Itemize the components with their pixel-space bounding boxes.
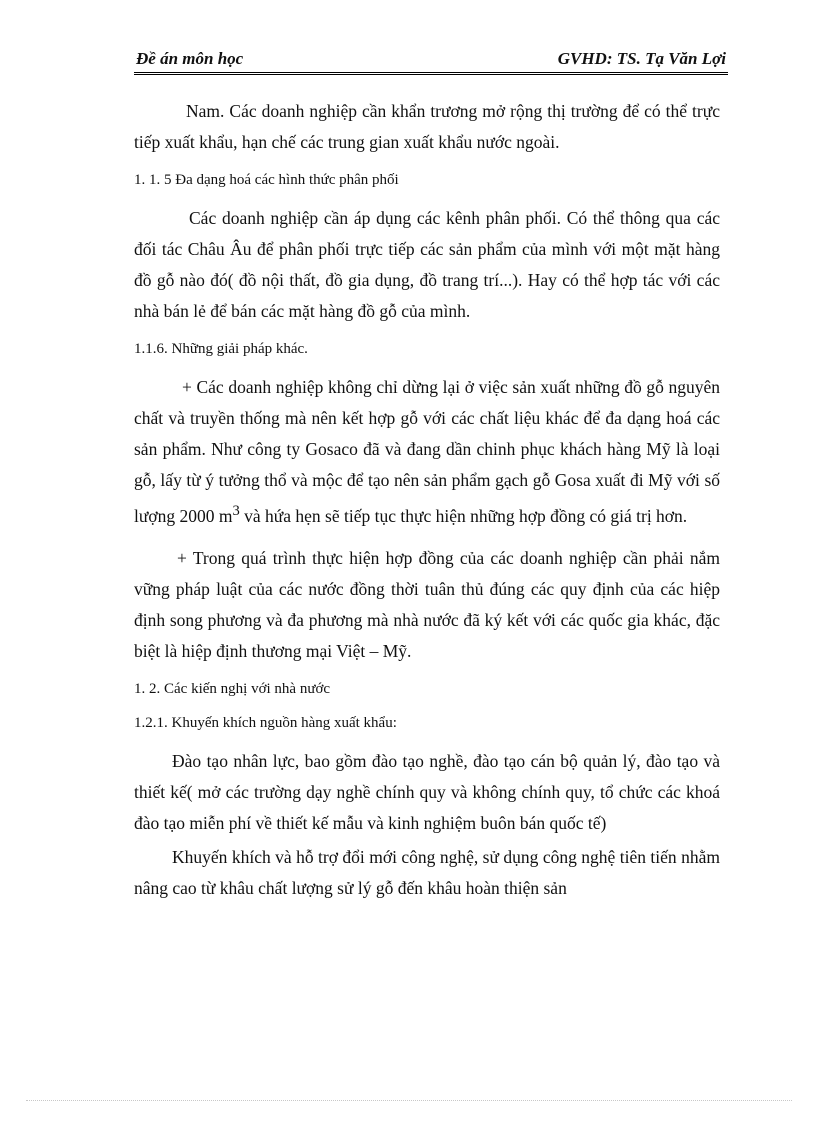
section-heading-1-1-5: 1. 1. 5 Đa dạng hoá các hình thức phân phối (134, 172, 399, 188)
paragraph-training: Đào tạo nhân lực, bao gồm đào tạo nghề, đào tạo cán bộ quản lý, đào tạo và thiết kế( mở các trường dạy nghề chính quy và không chính quy, tổ chức các khoá đào tạo miễn phí về thiết kế mẫu và kinh nghiệm buôn bán quốc tế) (134, 750, 720, 833)
paragraph-other-solutions-2: + Trong quá trình thực hiện hợp đồng của các doanh nghiệp cần phải nắm vững pháp luật của các nước đồng thời tuân thủ đúng các quy định của các hiệp định song phương và đa phương mà nhà nước đã ký kết với các quốc gia khác, đặc biệt là hiệp định thương mại Việt – Mỹ. (134, 547, 720, 661)
paragraph-intro: Nam. Các doanh nghiệp cần khẩn trương mở rộng thị trường để có thể trực tiếp xuất khẩu, hạn chế các trung gian xuất khẩu nước ngoài. (134, 101, 720, 152)
paragraph-text: và hứa hẹn sẽ tiếp tục thực hiện những hợp đồng có giá trị hơn. (239, 505, 688, 526)
header-course-title: Đề án môn học (136, 49, 244, 68)
header-supervisor: GVHD: TS. Tạ Văn Lợi (557, 49, 726, 68)
page-bottom-divider (26, 1100, 792, 1101)
section-heading-1-2: 1. 2. Các kiến nghị với nhà nước (134, 680, 331, 697)
document-body (134, 96, 720, 907)
paragraph-technology: Khuyến khích và hỗ trợ đổi mới công nghệ, sử dụng công nghệ tiên tiến nhằm nâng cao từ khâu chất lượng sử lý gỗ đến khâu hoàn thiện sản (134, 846, 720, 898)
paragraph-distribution: Các doanh nghiệp cần áp dụng các kênh phân phối. Có thể thông qua các đối tác Châu Âu để phân phối trực tiếp các sản phẩm của mình với một mặt hàng đồ gỗ nào đó( đồ nội thất, đồ gia dụng, đồ trang trí...). Hay có thể hợp tác với các nhà bán lẻ để bán các mặt hàng đồ gỗ của mình. (134, 208, 720, 321)
paragraph-other-solutions-1 (134, 372, 720, 532)
superscript: 3 (232, 503, 240, 519)
section-heading-1-1-6: 1.1.6. Những giải pháp khác. (134, 341, 308, 357)
paragraph-text: + Các doanh nghiệp không chỉ dừng lại ở việc sản xuất những đồ gỗ nguyên chất và truyền thống mà nên kết hợp gỗ với các chất liệu khác để đa dạng hoá các sản phẩm. Như công ty Gosaco đã và đang dần chinh phục khách hàng Mỹ là loại gỗ, lấy từ ý tưởng thổ và mộc để tạo nên sản phẩm gạch gỗ Gosa xuất đi Mỹ với số lượng 2000 m (134, 377, 720, 526)
section-heading-1-2-1: 1.2.1. Khuyến khích nguồn hàng xuất khẩu: (134, 714, 397, 731)
page-header (134, 48, 728, 75)
